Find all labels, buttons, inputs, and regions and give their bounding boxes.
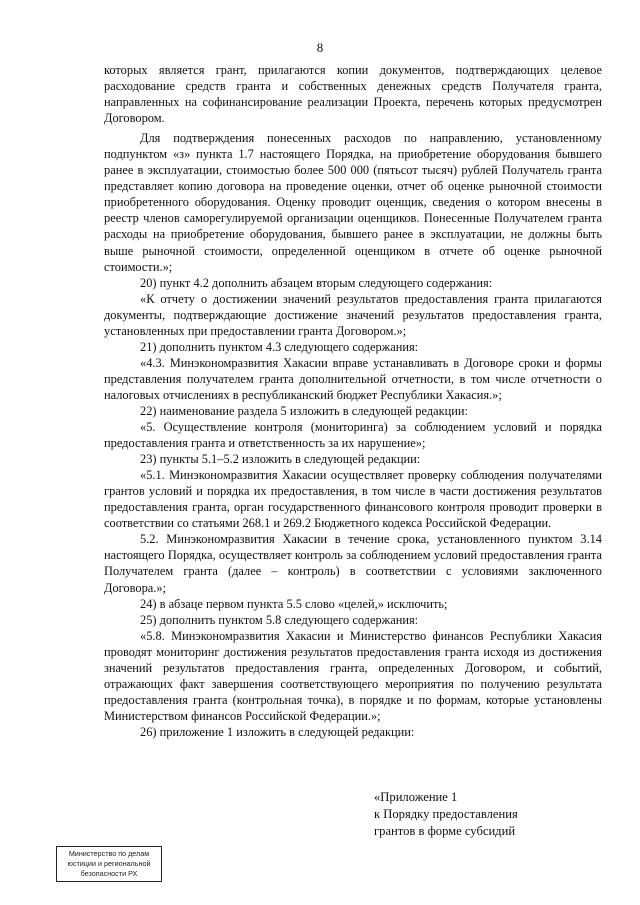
paragraph: «5.1. Минэкономразвития Хакасии осуществляет проверку соблюдения получателями грантов условий и порядка их предоставления, в том числе в части достижения результатов предоставления гранта, орган государственного финансового контроля проводит проверки в соответствии со статьями 268.1 и 269.2 Бюджетного кодекса Российской Федерации.: [104, 468, 602, 531]
paragraph: Для подтверждения понесенных расходов по направлению, установленному подпунктом «з» пункта 1.7 настоящего Порядка, на приобретение оборудования бывшего ранее в эксплуатации, стоимостью более 500 000 (пятьсот тысяч) рублей Получатель гранта представляет копию договора на проведение оценки, отчет об оценке рыночной стоимости приобретенного оборудования. Оценку проводит оценщик, сведения о котором внесены в реестр членов саморегулируемой организации оценщиков. Понесенные Получателем гранта расходы на приобретение оборудования, бывшего ранее в эксплуатации, не должны быть выше рыночной стоимости, определенной оценщиком в отчете об оценке рыночной стоимости.»;: [104, 131, 602, 274]
appendix-title: «Приложение 1: [374, 790, 458, 804]
document-body: [104, 62, 602, 740]
stamp-line: юстиции и региональной: [67, 859, 151, 868]
paragraph: «4.3. Минэкономразвития Хакасии вправе устанавливать в Договоре сроки и формы представления получателем гранта дополнительной отчетности, в том числе отчетности о налоговых отчислениях в республиканский бюджет Республики Хакасия.»;: [104, 355, 602, 402]
registry-stamp: [56, 846, 162, 882]
paragraph: 22) наименование раздела 5 изложить в следующей редакции:: [140, 403, 468, 418]
page-number: 8: [316, 40, 324, 55]
paragraph: «5. Осуществление контроля (мониторинга) за соблюдением условий и порядка предоставления гранта и ответственность за их нарушение»;: [104, 420, 602, 451]
paragraph: 26) приложение 1 изложить в следующей редакции:: [140, 724, 415, 739]
paragraph: которых является грант, прилагаются копии документов, подтверждающих целевое расходование средств гранта и собственных денежных средств Получателя гранта, направленных на софинансирование реализации Проекта, перечень которых предусмотрен Договором.: [104, 63, 602, 126]
appendix-subtitle: грантов в форме субсидий: [374, 824, 516, 838]
appendix-header: [374, 789, 518, 840]
stamp-line: безопасности РХ: [80, 869, 138, 878]
paragraph: 25) дополнить пунктом 5.8 следующего содержания:: [140, 612, 419, 627]
paragraph: «К отчету о достижении значений результатов предоставления гранта прилагаются документы, подтверждающие достижение значений результатов предоставления гранта, установленных при предоставлении гранта Договором.»;: [104, 291, 602, 338]
paragraph: 21) дополнить пунктом 4.3 следующего содержания:: [140, 339, 419, 354]
paragraph: 24) в абзаце первом пункта 5.5 слово «целей,» исключить;: [140, 596, 448, 611]
paragraph: 23) пункты 5.1–5.2 изложить в следующей редакции:: [140, 452, 421, 467]
stamp-line: Министерство по делам: [68, 849, 150, 858]
appendix-subtitle: к Порядку предоставления: [374, 807, 518, 821]
paragraph: 5.2. Минэкономразвития Хакасии в течение срока, установленного пунктом 3.14 настоящего Порядка, осуществляет контроль за соблюдением условий предоставления гранта Получателем гранта (далее – контроль) в соответствии с условиями заключенного Договора.»;: [104, 532, 602, 595]
paragraph: «5.8. Минэкономразвития Хакасии и Министерство финансов Республики Хакасия проводят мониторинг достижения результатов предоставления гранта исходя из достижения значений результатов предоставления гранта, определенных Договором, и событий, отражающих факт завершения соответствующего мероприятия по получению результата предоставления гранта (контрольная точка), в порядке и по формам, которые установлены Министерством финансов Российской Федерации.»;: [104, 628, 602, 723]
paragraph: 20) пункт 4.2 дополнить абзацем вторым следующего содержания:: [140, 275, 493, 290]
